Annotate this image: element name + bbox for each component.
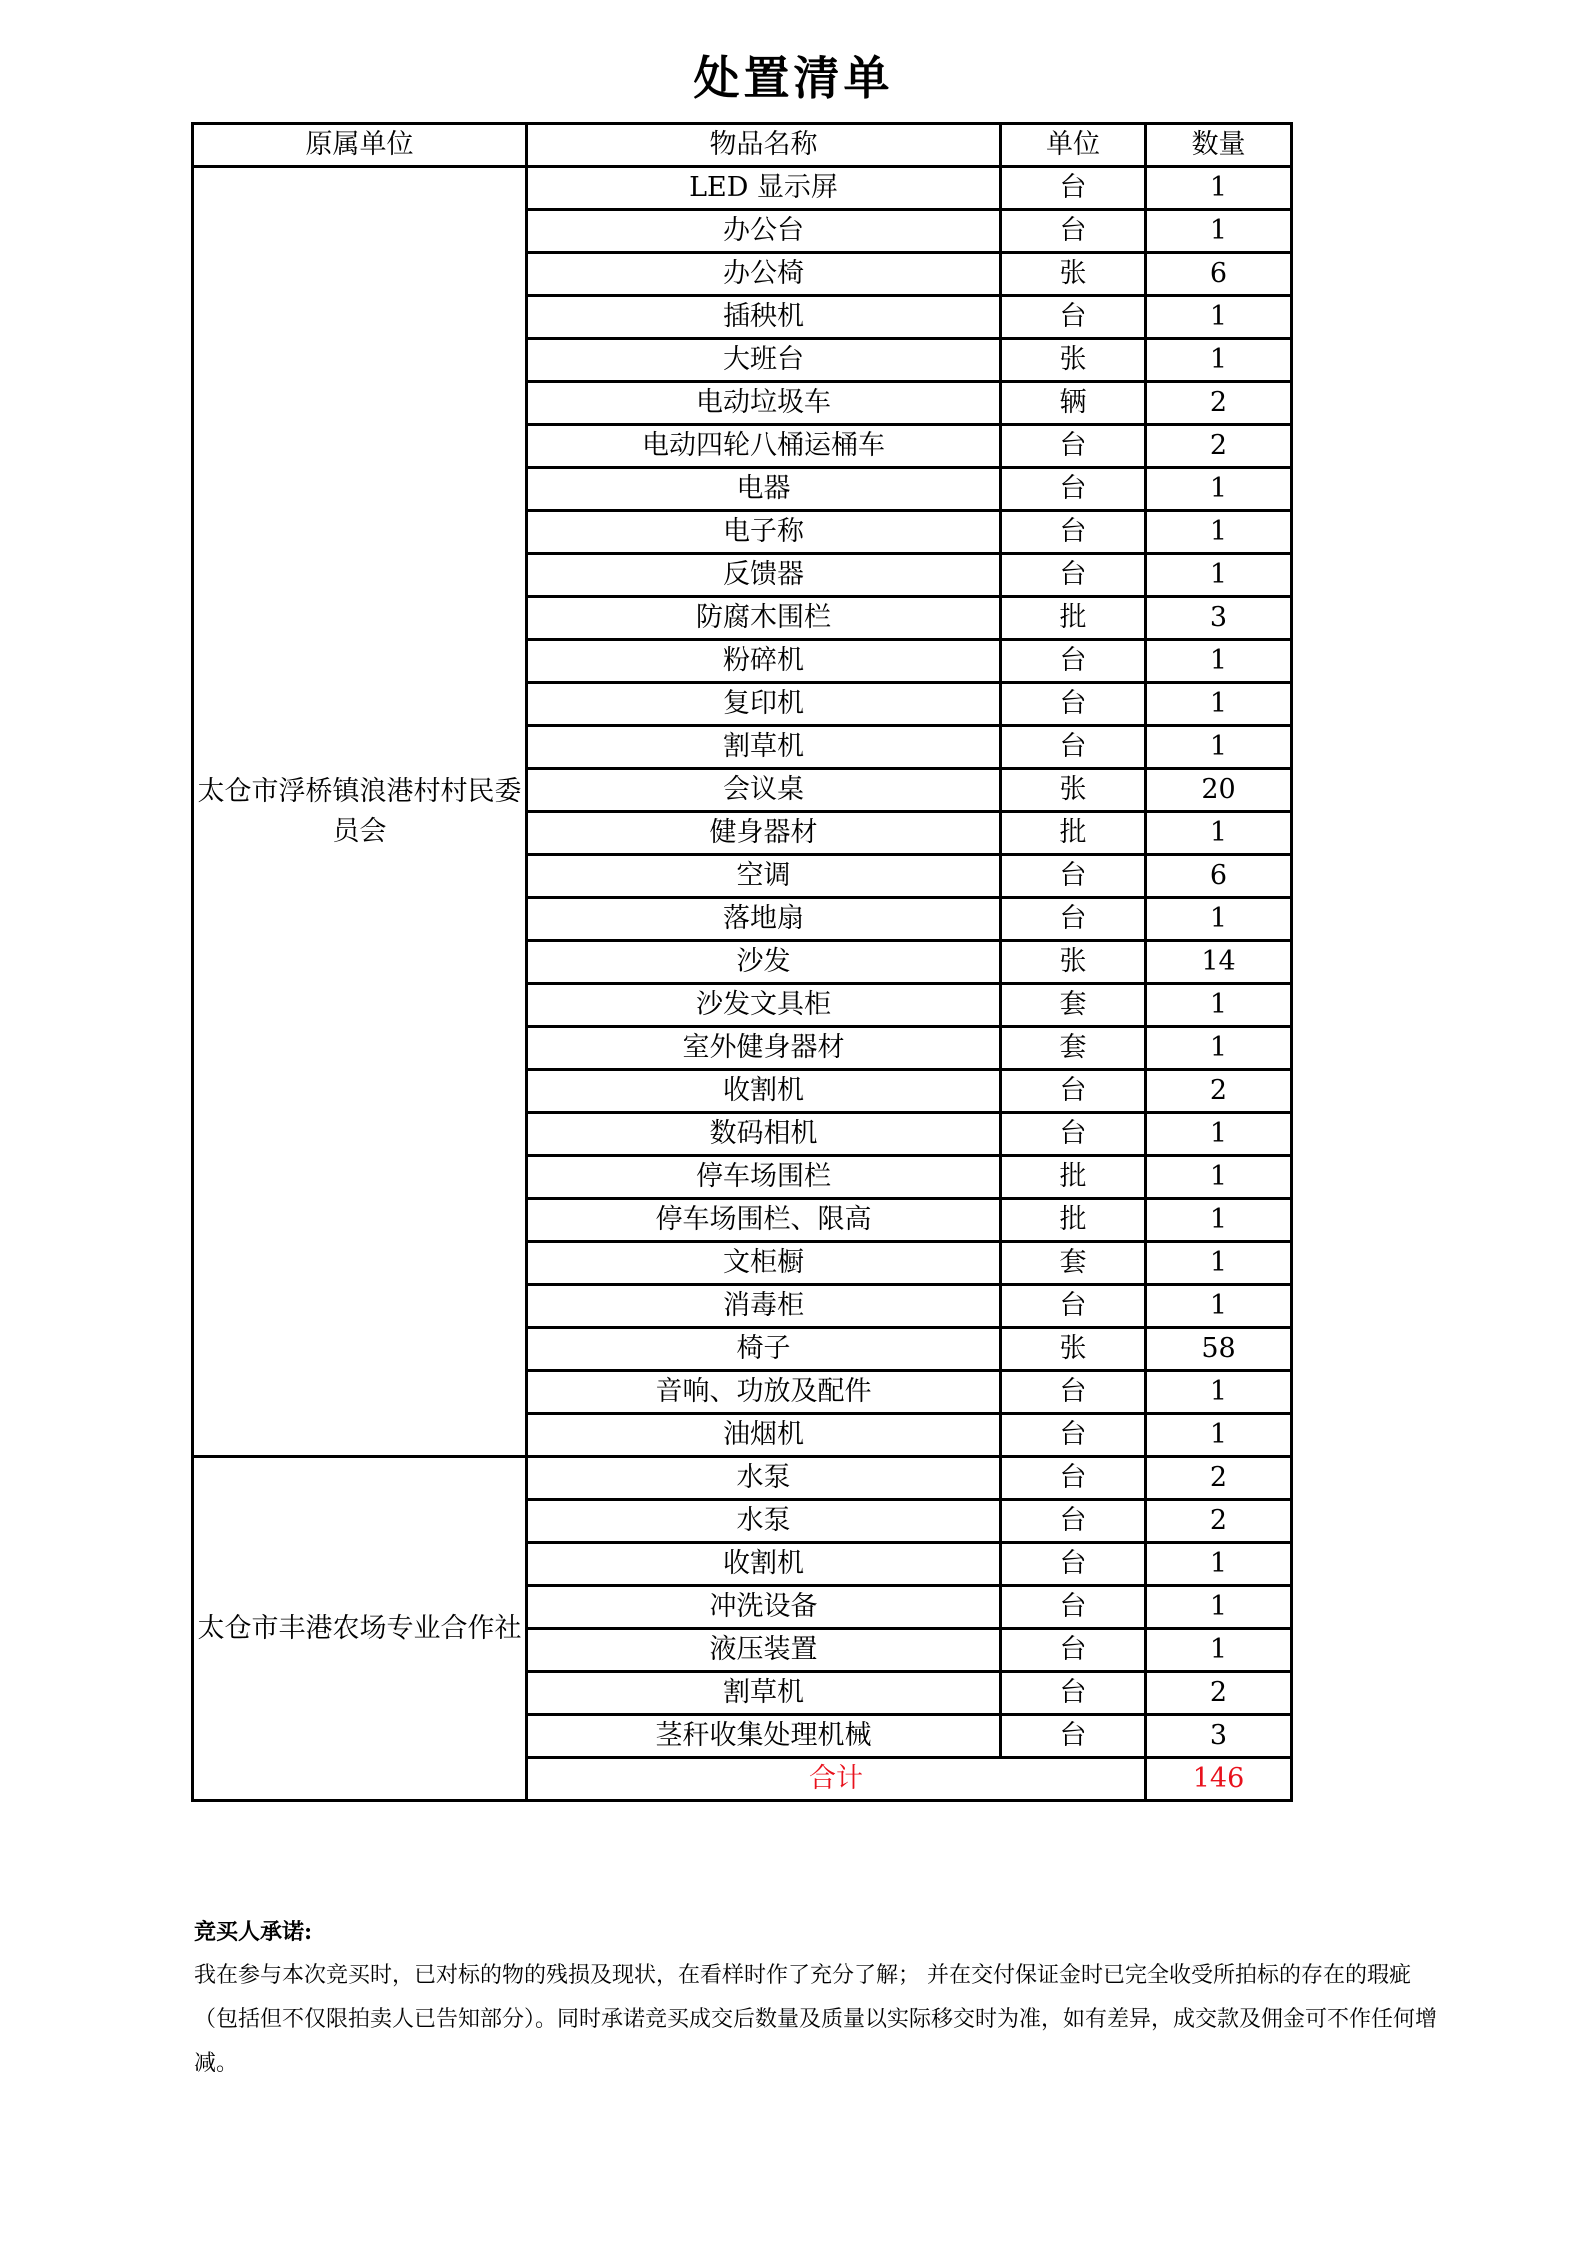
item-name-cell: 液压装置 (527, 1629, 1001, 1672)
quantity-cell: 3 (1146, 1715, 1292, 1758)
quantity-cell: 3 (1146, 597, 1292, 640)
quantity-cell: 1 (1146, 898, 1292, 941)
item-name-cell: 电动垃圾车 (527, 382, 1001, 425)
header-item-name: 物品名称 (527, 124, 1001, 167)
unit-cell: 台 (1001, 1070, 1146, 1113)
quantity-cell: 1 (1146, 1371, 1292, 1414)
unit-cell: 台 (1001, 1715, 1146, 1758)
quantity-cell: 1 (1146, 1199, 1292, 1242)
unit-cell: 台 (1001, 1414, 1146, 1457)
unit-cell: 台 (1001, 683, 1146, 726)
unit-cell: 套 (1001, 1027, 1146, 1070)
item-name-cell: LED 显示屏 (527, 167, 1001, 210)
quantity-cell: 6 (1146, 253, 1292, 296)
unit-cell: 台 (1001, 511, 1146, 554)
unit-cell: 台 (1001, 1586, 1146, 1629)
quantity-cell: 1 (1146, 1543, 1292, 1586)
item-name-cell: 反馈器 (527, 554, 1001, 597)
quantity-cell: 1 (1146, 1027, 1292, 1070)
table-body (193, 167, 1292, 1801)
quantity-cell: 1 (1146, 1113, 1292, 1156)
total-quantity: 146 (1146, 1758, 1292, 1801)
unit-cell: 台 (1001, 855, 1146, 898)
header-unit: 单位 (1001, 124, 1146, 167)
table-row (193, 1457, 1292, 1500)
item-name-cell: 椅子 (527, 1328, 1001, 1371)
unit-cell: 台 (1001, 167, 1146, 210)
unit-cell: 台 (1001, 1457, 1146, 1500)
quantity-cell: 2 (1146, 1672, 1292, 1715)
quantity-cell: 1 (1146, 167, 1292, 210)
item-name-cell: 电器 (527, 468, 1001, 511)
owner-cell: 太仓市丰港农场专业合作社 (193, 1457, 527, 1801)
quantity-cell: 14 (1146, 941, 1292, 984)
unit-cell: 张 (1001, 253, 1146, 296)
quantity-cell: 1 (1146, 554, 1292, 597)
item-name-cell: 收割机 (527, 1543, 1001, 1586)
item-name-cell: 割草机 (527, 1672, 1001, 1715)
item-name-cell: 冲洗设备 (527, 1586, 1001, 1629)
unit-cell: 台 (1001, 898, 1146, 941)
quantity-cell: 1 (1146, 296, 1292, 339)
unit-cell: 台 (1001, 1113, 1146, 1156)
item-name-cell: 电动四轮八桶运桶车 (527, 425, 1001, 468)
unit-cell: 批 (1001, 1199, 1146, 1242)
item-name-cell: 文柜橱 (527, 1242, 1001, 1285)
unit-cell: 台 (1001, 425, 1146, 468)
unit-cell: 批 (1001, 812, 1146, 855)
item-name-cell: 水泵 (527, 1457, 1001, 1500)
unit-cell: 台 (1001, 554, 1146, 597)
unit-cell: 台 (1001, 468, 1146, 511)
quantity-cell: 1 (1146, 812, 1292, 855)
quantity-cell: 1 (1146, 1242, 1292, 1285)
item-name-cell: 健身器材 (527, 812, 1001, 855)
quantity-cell: 1 (1146, 984, 1292, 1027)
item-name-cell: 会议桌 (527, 769, 1001, 812)
total-label: 合计 (527, 1758, 1146, 1801)
unit-cell: 台 (1001, 1629, 1146, 1672)
unit-cell: 张 (1001, 1328, 1146, 1371)
unit-cell: 台 (1001, 1285, 1146, 1328)
unit-cell: 台 (1001, 296, 1146, 339)
unit-cell: 台 (1001, 1672, 1146, 1715)
item-name-cell: 消毒柜 (527, 1285, 1001, 1328)
item-name-cell: 茎秆收集处理机械 (527, 1715, 1001, 1758)
unit-cell: 张 (1001, 941, 1146, 984)
unit-cell: 套 (1001, 1242, 1146, 1285)
quantity-cell: 1 (1146, 1586, 1292, 1629)
quantity-cell: 58 (1146, 1328, 1292, 1371)
quantity-cell: 2 (1146, 1500, 1292, 1543)
pledge-text: 我在参与本次竞买时，已对标的物的残损及现状，在看样时作了充分了解； 并在交付保证金时已完全收受所拍标的存在的瑕疵（包括但不仅限拍卖人已告知部分）。同时承诺竞买成交后数量及质量以实际移交时为准，如有差异，成交款及佣金可不作任何增减。 (194, 1963, 1438, 2076)
item-name-cell: 办公台 (527, 210, 1001, 253)
quantity-cell: 2 (1146, 1070, 1292, 1113)
quantity-cell: 2 (1146, 1457, 1292, 1500)
header-quantity: 数量 (1146, 124, 1292, 167)
quantity-cell: 1 (1146, 683, 1292, 726)
header-owner: 原属单位 (193, 124, 527, 167)
item-name-cell: 空调 (527, 855, 1001, 898)
unit-cell: 张 (1001, 769, 1146, 812)
item-name-cell: 沙发 (527, 941, 1001, 984)
unit-cell: 辆 (1001, 382, 1146, 425)
item-name-cell: 沙发文具柜 (527, 984, 1001, 1027)
quantity-cell: 1 (1146, 210, 1292, 253)
quantity-cell: 1 (1146, 339, 1292, 382)
quantity-cell: 20 (1146, 769, 1292, 812)
quantity-cell: 2 (1146, 382, 1292, 425)
item-name-cell: 办公椅 (527, 253, 1001, 296)
buyer-pledge (194, 1910, 1454, 2086)
unit-cell: 台 (1001, 640, 1146, 683)
item-name-cell: 停车场围栏 (527, 1156, 1001, 1199)
item-name-cell: 油烟机 (527, 1414, 1001, 1457)
disposal-table (191, 122, 1293, 1802)
unit-cell: 批 (1001, 1156, 1146, 1199)
quantity-cell: 1 (1146, 1156, 1292, 1199)
unit-cell: 台 (1001, 1371, 1146, 1414)
quantity-cell: 1 (1146, 511, 1292, 554)
quantity-cell: 6 (1146, 855, 1292, 898)
item-name-cell: 防腐木围栏 (527, 597, 1001, 640)
item-name-cell: 落地扇 (527, 898, 1001, 941)
quantity-cell: 1 (1146, 726, 1292, 769)
item-name-cell: 插秧机 (527, 296, 1001, 339)
table-row (193, 167, 1292, 210)
quantity-cell: 1 (1146, 1414, 1292, 1457)
quantity-cell: 2 (1146, 425, 1292, 468)
item-name-cell: 室外健身器材 (527, 1027, 1001, 1070)
unit-cell: 张 (1001, 339, 1146, 382)
quantity-cell: 1 (1146, 640, 1292, 683)
unit-cell: 台 (1001, 1543, 1146, 1586)
quantity-cell: 1 (1146, 1629, 1292, 1672)
owner-cell: 太仓市浮桥镇浪港村村民委员会 (193, 167, 527, 1457)
item-name-cell: 音响、功放及配件 (527, 1371, 1001, 1414)
item-name-cell: 数码相机 (527, 1113, 1001, 1156)
item-name-cell: 收割机 (527, 1070, 1001, 1113)
item-name-cell: 复印机 (527, 683, 1001, 726)
item-name-cell: 电子称 (527, 511, 1001, 554)
item-name-cell: 粉碎机 (527, 640, 1001, 683)
pledge-heading: 竞买人承诺: (194, 1919, 313, 1945)
unit-cell: 台 (1001, 726, 1146, 769)
unit-cell: 台 (1001, 210, 1146, 253)
page-title: 处置清单 (693, 51, 894, 105)
item-name-cell: 大班台 (527, 339, 1001, 382)
unit-cell: 台 (1001, 1500, 1146, 1543)
table-header-row (193, 124, 1292, 167)
item-name-cell: 停车场围栏、限高 (527, 1199, 1001, 1242)
unit-cell: 批 (1001, 597, 1146, 640)
item-name-cell: 割草机 (527, 726, 1001, 769)
quantity-cell: 1 (1146, 468, 1292, 511)
quantity-cell: 1 (1146, 1285, 1292, 1328)
unit-cell: 套 (1001, 984, 1146, 1027)
item-name-cell: 水泵 (527, 1500, 1001, 1543)
